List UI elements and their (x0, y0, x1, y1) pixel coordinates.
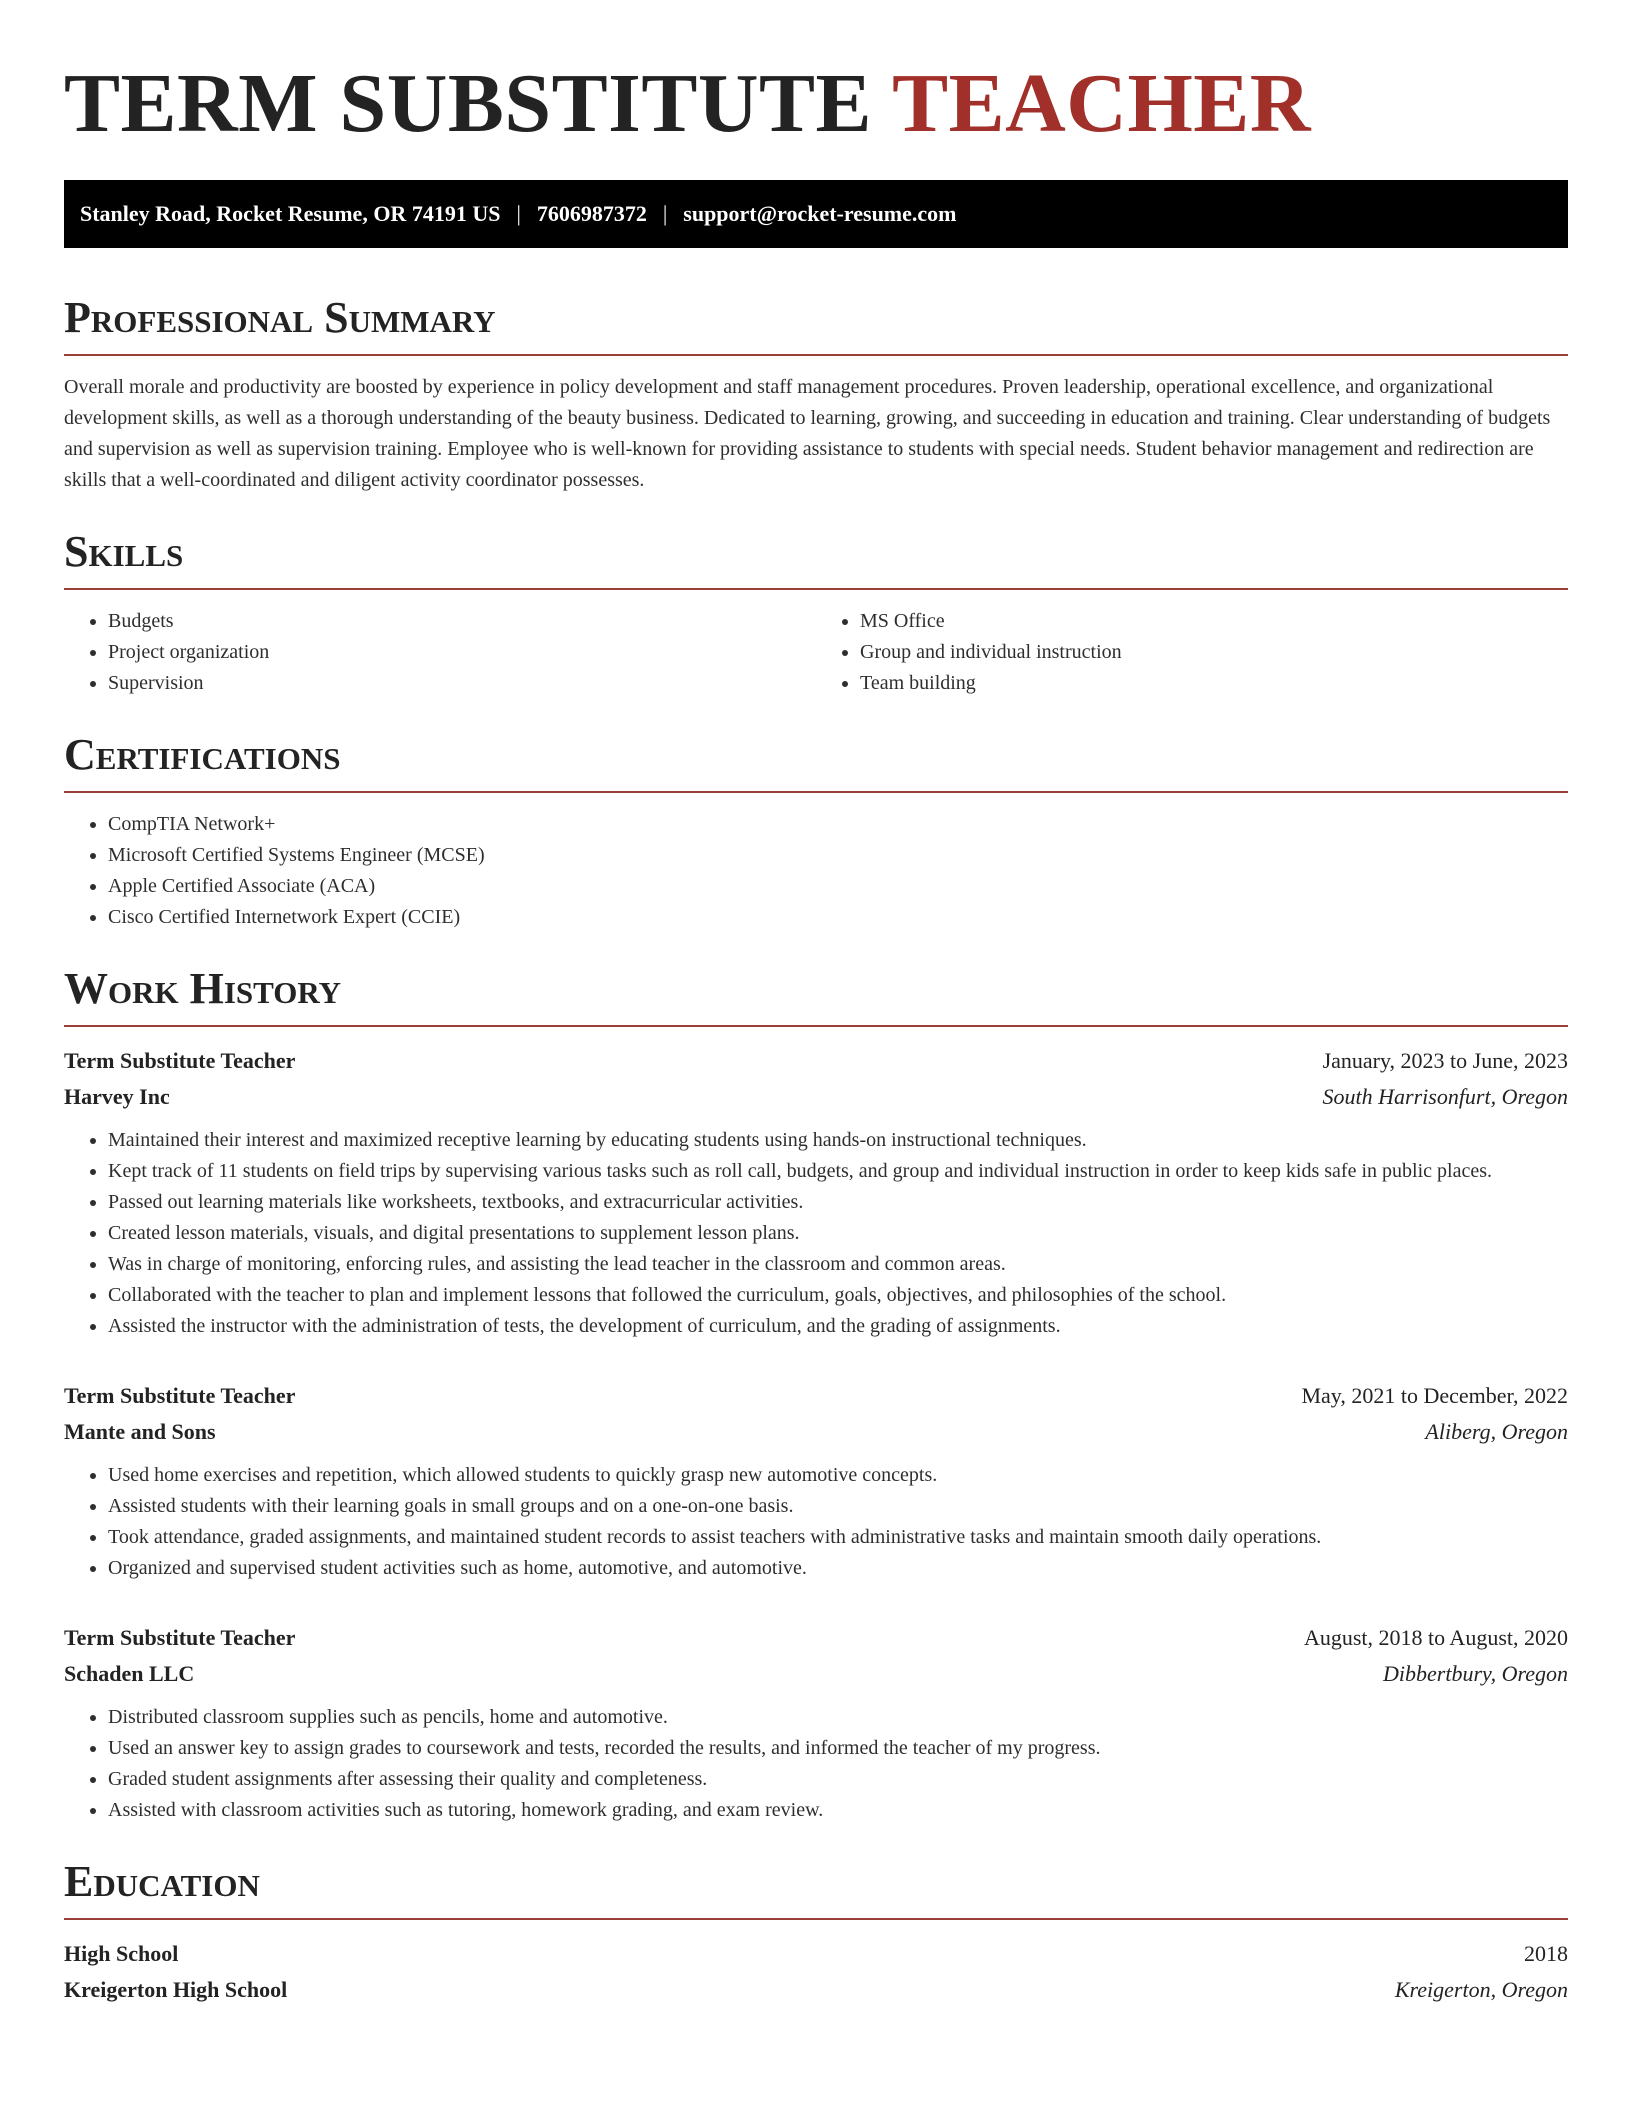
job-bullet: • Passed out learning materials like worksheets, textbooks, and extracurricular activities. (108, 1187, 1568, 1218)
work-heading: Work History (64, 963, 1568, 1027)
skill-item: • Supervision (108, 668, 816, 699)
job-bullet: • Assisted with classroom activities such as tutoring, homework grading, and exam review. (108, 1795, 1568, 1826)
certification-item: • Microsoft Certified Systems Engineer (MCSE) (108, 840, 1568, 871)
contact-separator: | (516, 201, 521, 226)
job-title: Term Substitute Teacher (64, 1383, 296, 1408)
job-title: Term Substitute Teacher (64, 1625, 296, 1650)
job-bullet: • Used home exercises and repetition, which allowed students to quickly grasp new automotive concepts. (108, 1460, 1568, 1491)
contact-phone: 7606987372 (536, 201, 647, 226)
contact-email: support@rocket-resume.com (683, 201, 957, 226)
job-bullet: • Assisted students with their learning goals in small groups and on a one-on-one basis. (108, 1491, 1568, 1522)
title-main: TERM SUBSTITUTE (64, 57, 893, 150)
skill-item: • Group and individual instruction (860, 637, 1568, 668)
job-location: Aliberg, Oregon (1425, 1419, 1568, 1444)
job-dates: August, 2018 to August, 2020 (1303, 1625, 1568, 1650)
skill-item: • Team building (860, 668, 1568, 699)
job-location: Dibbertbury, Oregon (1383, 1661, 1568, 1686)
skills-list-left (64, 606, 816, 699)
certification-item: • CompTIA Network+ (108, 809, 1568, 840)
job-location: South Harrisonfurt, Oregon (1322, 1084, 1568, 1109)
job-bullet: • Kept track of 11 students on field trips by supervising various tasks such as roll call, budgets, and group and individual instruction in order to keep kids safe in public places. (108, 1156, 1568, 1187)
job-title: Term Substitute Teacher (64, 1048, 296, 1073)
certification-item: • Cisco Certified Internetwork Expert (CCIE) (108, 902, 1568, 933)
job-bullets (64, 1125, 1568, 1342)
job-company-row (64, 1656, 1568, 1692)
skills-grid (64, 606, 1568, 699)
certifications-list (64, 809, 1568, 933)
contact-separator: | (662, 201, 668, 226)
title-accent: TEACHER (892, 57, 1311, 150)
job-bullet: • Was in charge of monitoring, enforcing rules, and assisting the lead teacher in the classroom and common areas. (108, 1249, 1568, 1280)
job-company: Schaden LLC (64, 1661, 195, 1686)
job-bullet: • Graded student assignments after assessing their quality and completeness. (108, 1764, 1568, 1795)
certifications-section (64, 729, 1568, 933)
summary-heading: Professional Summary (64, 292, 1568, 356)
education-school: Kreigerton High School (64, 1977, 288, 2002)
job-bullet: • Created lesson materials, visuals, and digital presentations to supplement lesson plans. (108, 1218, 1568, 1249)
job-bullets (64, 1460, 1568, 1584)
education-school-row (64, 1972, 1568, 2008)
job-company: Harvey Inc (64, 1084, 170, 1109)
job-company-row (64, 1414, 1568, 1450)
job-company: Mante and Sons (64, 1419, 216, 1444)
education-location: Kreigerton, Oregon (1394, 1977, 1568, 2002)
skill-item: • Project organization (108, 637, 816, 668)
skills-section (64, 526, 1568, 699)
job-entry (64, 1378, 1568, 1584)
summary-text: Overall morale and productivity are boosted by experience in policy development and staff management procedures. Proven leadership, operational excellence, and organizational development skills, as well as a thorough understanding of the beauty business. Dedicated to learning, growing, and succeeding in education and training. Clear understanding of budgets and supervision as well as supervision training. Employee who is well-known for providing assistance to students with special needs. Student behavior management and redirection are skills that a well-coordinated and diligent activity coordinator possesses. (64, 376, 1551, 491)
skill-item: • Budgets (108, 606, 816, 637)
education-section (64, 1856, 1568, 2008)
skills-heading: Skills (64, 526, 1568, 590)
summary-section (64, 292, 1568, 496)
job-title-row (64, 1620, 1568, 1656)
contact-bar (64, 180, 1568, 248)
contact-address: Stanley Road, Rocket Resume, OR 74191 US (80, 201, 501, 226)
job-bullet: • Collaborated with the teacher to plan and implement lessons that followed the curriculum, goals, objectives, and philosophies of the school. (108, 1280, 1568, 1311)
education-degree-row (64, 1936, 1568, 1972)
job-bullets (64, 1702, 1568, 1826)
job-dates: May, 2021 to December, 2022 (1301, 1383, 1568, 1408)
job-bullet: • Assisted the instructor with the administration of tests, the development of curriculum, and the grading of assignments. (108, 1311, 1568, 1342)
education-heading: Education (64, 1856, 1568, 1920)
skill-item: • MS Office (860, 606, 1568, 637)
skills-list-right (816, 606, 1568, 699)
job-entry (64, 1620, 1568, 1826)
job-company-row (64, 1079, 1568, 1115)
job-bullet: • Used an answer key to assign grades to coursework and tests, recorded the results, and informed the teacher of my progress. (108, 1733, 1568, 1764)
job-dates: January, 2023 to June, 2023 (1322, 1048, 1568, 1073)
job-bullet: • Maintained their interest and maximized receptive learning by educating students using hands-on instructional techniques. (108, 1125, 1568, 1156)
education-year: 2018 (1524, 1941, 1568, 1966)
certification-item: • Apple Certified Associate (ACA) (108, 871, 1568, 902)
job-title-row (64, 1043, 1568, 1079)
education-degree: High School (64, 1941, 179, 1966)
job-bullet: • Distributed classroom supplies such as pencils, home and automotive. (108, 1702, 1568, 1733)
job-bullet: • Organized and supervised student activities such as home, automotive, and automotive. (108, 1553, 1568, 1584)
work-section (64, 963, 1568, 1826)
resume-title (64, 56, 1568, 152)
job-entry (64, 1043, 1568, 1342)
certifications-heading: Certifications (64, 729, 1568, 793)
job-title-row (64, 1378, 1568, 1414)
job-bullet: • Took attendance, graded assignments, and maintained student records to assist teachers with administrative tasks and maintain smooth daily operations. (108, 1522, 1568, 1553)
education-entry (64, 1936, 1568, 2008)
